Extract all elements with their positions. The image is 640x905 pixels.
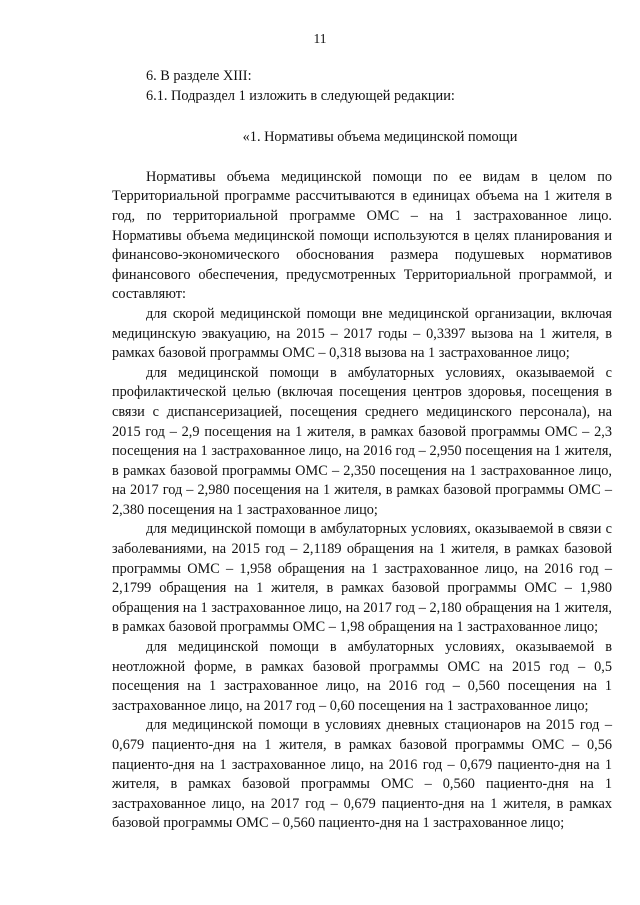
paragraph-preventive: для медицинской помощи в амбулаторных условиях, оказываемой с профилактической целью (включая посещения центров здоровья, посещения в связи с диспансеризацией, посещения среднего медицинского персонала), на 2015 год – 2,9 посещения на 1 жителя, в рамках базовой программы ОМС – 2,3 посещения на 1 застрахованное лицо, на 2016 год – 2,950 посещения на 1 жителя, в рамках базовой программы ОМС – 2,350 посещения на 1 застрахованное лицо, на 2017 год – 2,980 посещения на 1 жителя, в рамках базовой программы ОМС – 2,380 посещения на 1 застрахованное лицо;: [112, 364, 612, 518]
section-heading: «1. Нормативы объема медицинской помощи: [242, 129, 518, 146]
section-line: 6. В разделе XIII:: [146, 68, 252, 84]
document-body: [112, 67, 612, 834]
subsection-line: 6.1. Подраздел 1 изложить в следующей редакции:: [146, 87, 455, 104]
paragraph-urgent: для медицинской помощи в амбулаторных условиях, оказываемой в неотложной форме, в рамках базовой программы ОМС на 2015 год – 0,5 посещения на 1 застрахованное лицо, на 2016 год – 0,560 посещения на 1 застрахованное лицо, на 2017 год – 0,60 посещения на 1 застрахованное лицо;: [112, 639, 612, 714]
paragraph-intro: Нормативы объема медицинской помощи по ее видам в целом по Территориальной программе рассчитываются в единицах объема на 1 жителя в год, по территориальной программе ОМС – на 1 застрахованное лицо. Нормативы объема медицинской помощи используются в целях планирования и финансово-экономического обоснования размера подушевых нормативов финансового обеспечения, предусмотренных Территориальной программой, и составляют:: [112, 168, 612, 303]
paragraph-day-hospital: для медицинской помощи в условиях дневных стационаров на 2015 год – 0,679 пациенто-дня на 1 жителя, в рамках базовой программы ОМС – 0,56 пациенто-дня на 1 застрахованное лицо, на 2016 год – 0,679 пациенто-дня на 1 жителя, в рамках базовой программы ОМС – 0,560 пациенто-дня на 1 застрахованное лицо, на 2017 год – 0,679 пациенто-дня на 1 жителя, в рамках базовой программы ОМС – 0,560 пациенто-дня на 1 застрахованное лицо;: [112, 717, 612, 832]
paragraph-disease: для медицинской помощи в амбулаторных условиях, оказываемой в связи с заболеваниями, на 2015 год – 2,1189 обращения на 1 жителя, в рамках базовой программы ОМС – 1,958 обращения на 1 застрахованное лицо, на 2016 год – 2,1799 обращения на 1 жителя, в рамках базовой программы ОМС – 1,980 обращения на 1 застрахованное лицо, на 2017 год – 2,180 обращения на 1 жителя, в рамках базовой программы ОМС – 1,98 обращения на 1 застрахованное лицо;: [112, 521, 612, 636]
paragraph-ambulance: для скорой медицинской помощи вне медицинской организации, включая медицинскую эвакуацию, на 2015 – 2017 годы – 0,3397 вызова на 1 жителя, в рамках базовой программы ОМС – 0,318 вызова на 1 застрахованное лицо;: [112, 305, 612, 362]
page-number: 11: [313, 31, 327, 46]
